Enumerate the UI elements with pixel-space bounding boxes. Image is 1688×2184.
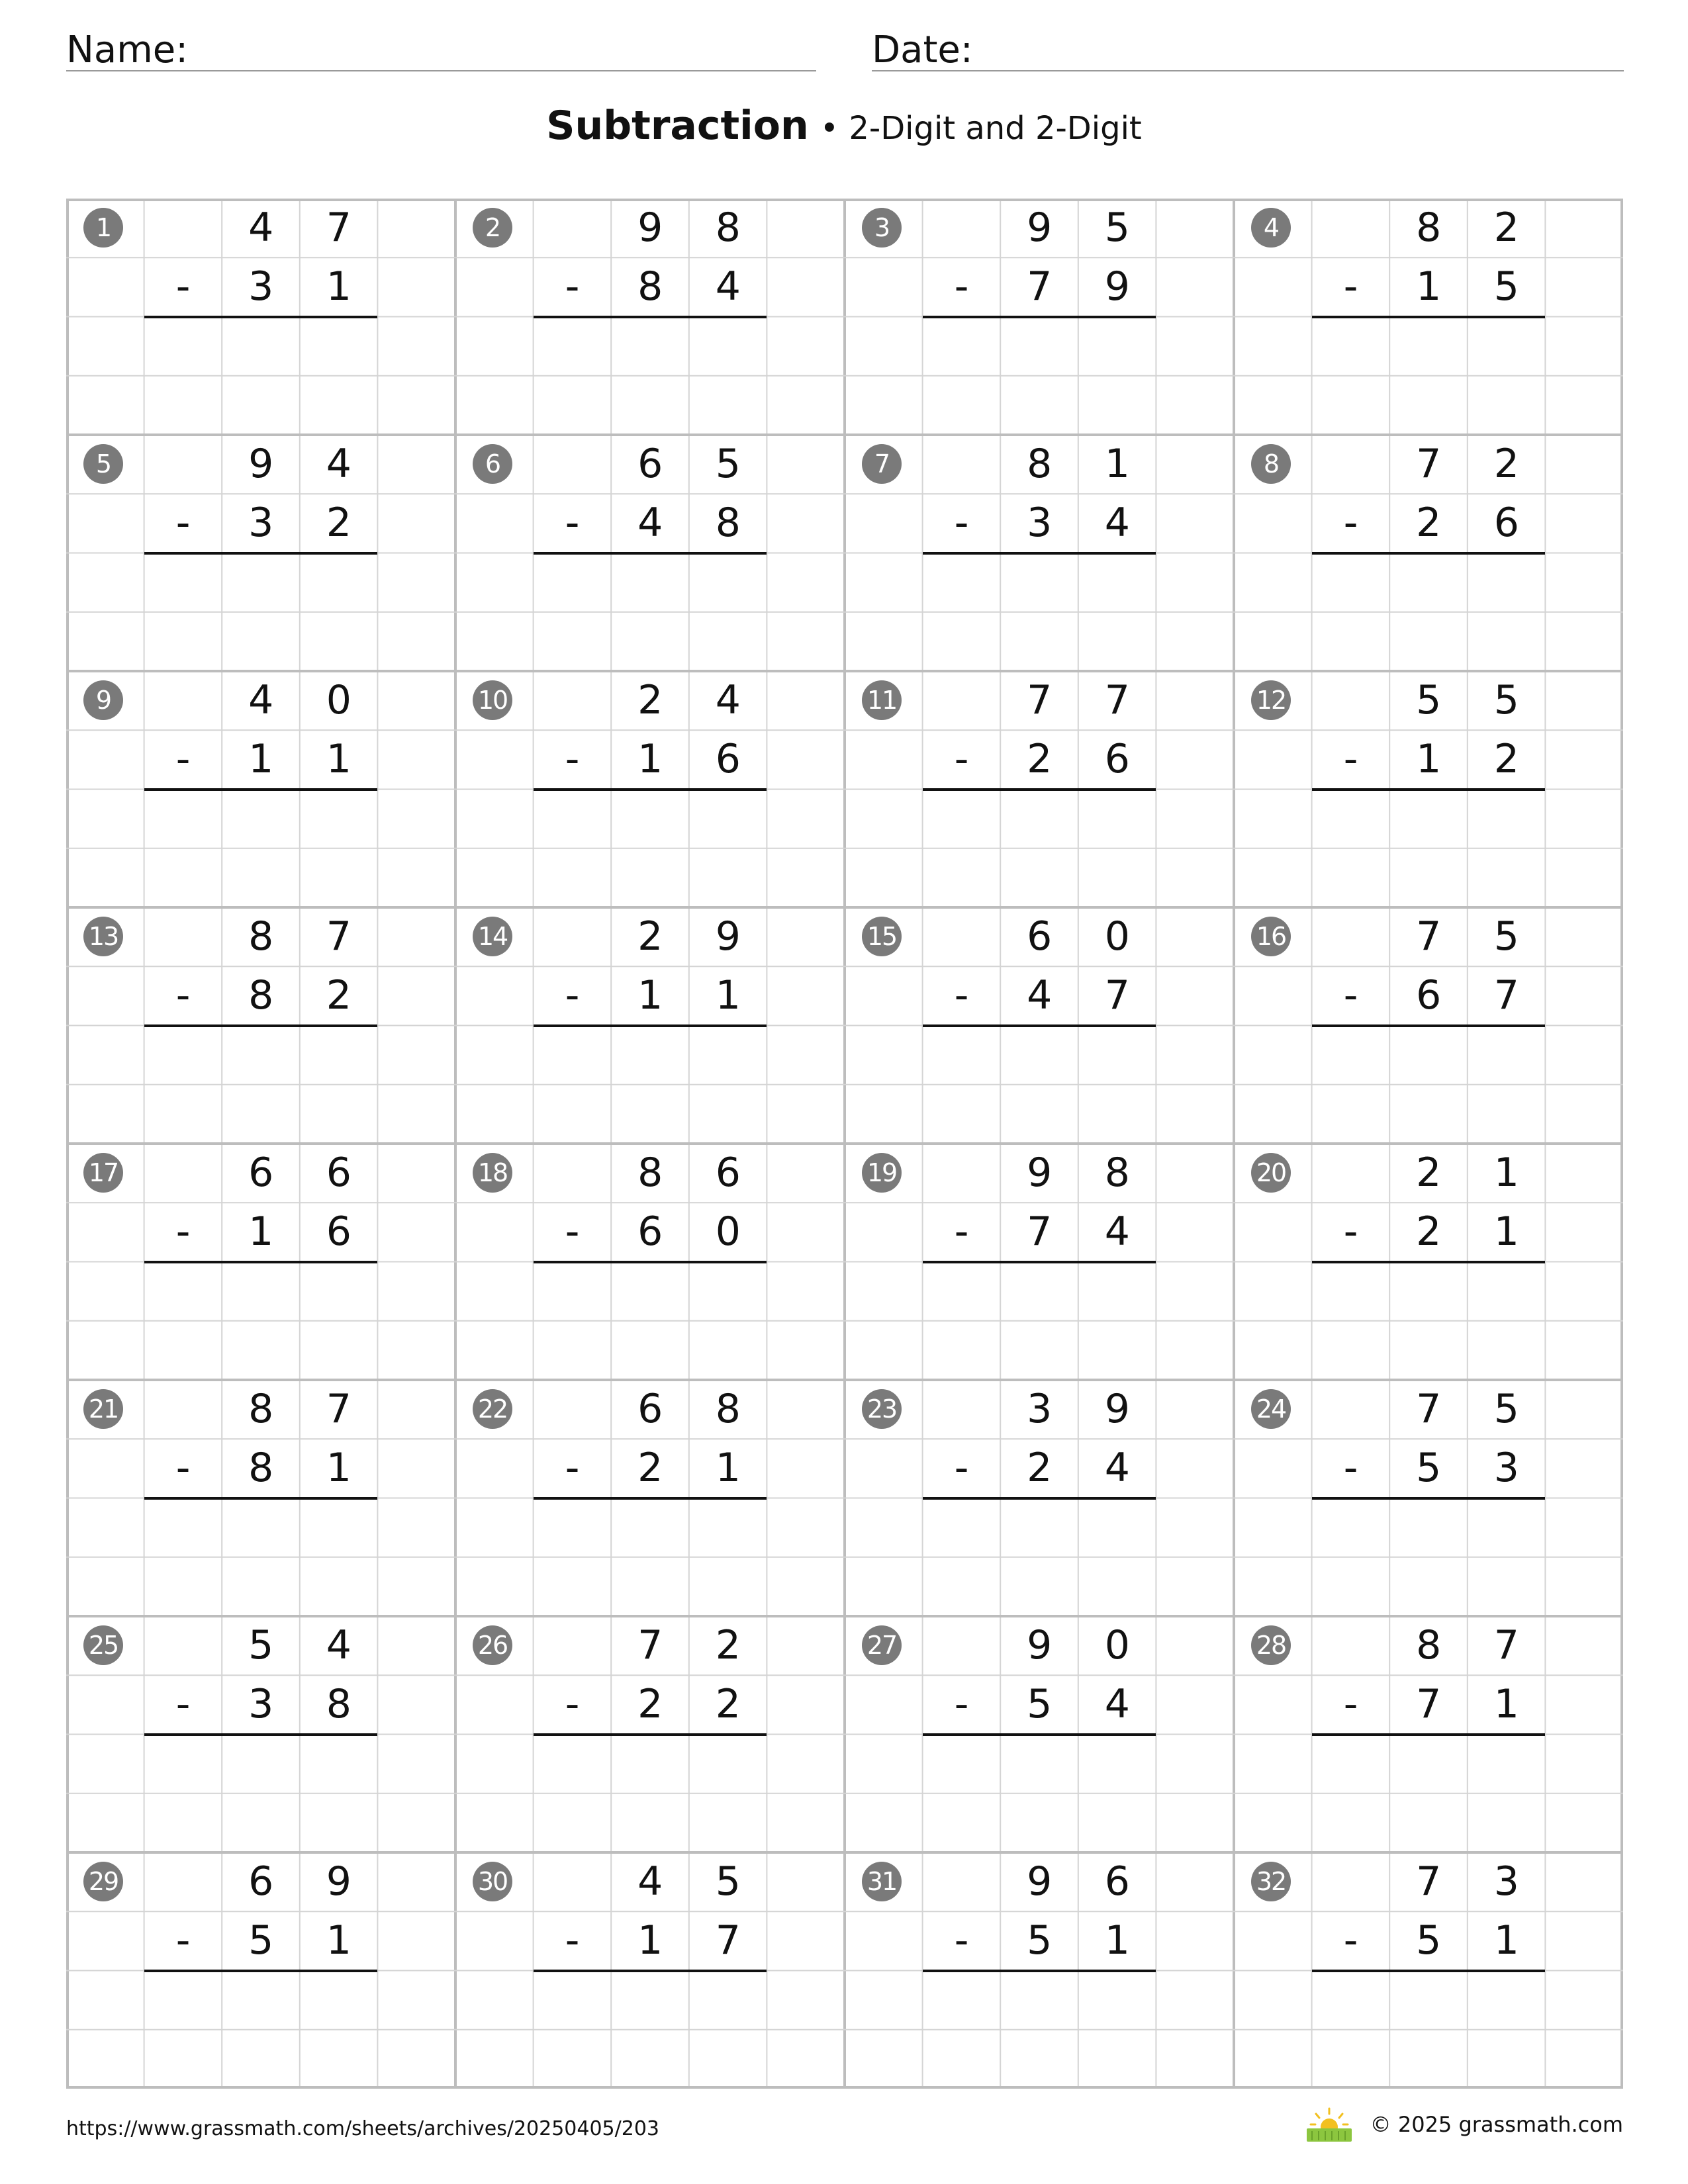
bottom-tens-digit: 5 [248,1917,274,1964]
worksheet-title [0,103,1688,149]
minus-sign: - [175,1208,191,1255]
problem-number-badge: 10 [473,680,512,720]
bottom-ones-digit: 2 [1493,736,1519,783]
top-ones-digit: 6 [1104,1858,1130,1905]
problem-number-badge: 11 [862,680,902,720]
answer-line [923,788,1156,791]
bottom-tens-digit: 2 [637,1445,663,1492]
bottom-tens-digit: 8 [637,263,663,310]
bottom-ones-digit: 1 [1104,1917,1130,1964]
minus-sign: - [954,1208,969,1255]
minus-sign: - [954,1445,969,1492]
top-ones-digit: 9 [715,913,741,960]
problem-number-badge: 28 [1251,1625,1291,1665]
top-ones-digit: 5 [715,1858,741,1905]
top-ones-digit: 6 [326,1150,352,1196]
problem-number-badge: 21 [83,1389,123,1429]
bottom-tens-digit: 1 [637,972,663,1019]
date-field[interactable] [872,24,1624,71]
bottom-tens-digit: 8 [248,972,274,1019]
top-tens-digit: 6 [637,441,663,487]
top-ones-digit: 9 [1104,1386,1130,1432]
answer-line [144,1733,378,1736]
top-ones-digit: 0 [1104,913,1130,960]
answer-line [923,1970,1156,1972]
minus-sign: - [1343,500,1358,547]
top-ones-digit: 5 [1493,677,1519,723]
problem-number-badge: 19 [862,1153,902,1193]
minus-sign: - [175,263,191,310]
minus-sign: - [954,263,969,310]
answer-line [1312,1024,1546,1027]
top-tens-digit: 8 [637,1150,663,1196]
bottom-ones-digit: 7 [1493,972,1519,1019]
answer-line [923,1497,1156,1500]
bottom-ones-digit: 4 [1104,1681,1130,1728]
bottom-ones-digit: 6 [1493,500,1519,547]
answer-line [144,788,378,791]
top-ones-digit: 5 [1493,913,1519,960]
name-label: Name: [66,28,189,71]
top-tens-digit: 7 [1416,1386,1442,1432]
answer-line [534,1261,767,1263]
problem-number-badge: 32 [1251,1862,1291,1901]
bottom-tens-digit: 1 [1416,736,1442,783]
top-ones-digit: 7 [1493,1622,1519,1668]
problem-number-badge: 3 [862,208,902,248]
problem-number-badge: 24 [1251,1389,1291,1429]
top-ones-digit: 7 [326,1386,352,1432]
date-label: Date: [872,28,973,71]
minus-sign: - [175,1917,191,1964]
top-ones-digit: 7 [1104,677,1130,723]
minus-sign: - [954,500,969,547]
bottom-ones-digit: 8 [715,500,741,547]
problem-number-badge: 7 [862,444,902,484]
answer-line [144,1024,378,1027]
bottom-ones-digit: 1 [326,1445,352,1492]
minus-sign: - [565,1208,580,1255]
top-ones-digit: 5 [1493,1386,1519,1432]
bottom-ones-digit: 4 [1104,500,1130,547]
bottom-tens-digit: 7 [1416,1681,1442,1728]
answer-line [144,1261,378,1263]
top-ones-digit: 4 [326,441,352,487]
bottom-ones-digit: 1 [1493,1917,1519,1964]
bottom-tens-digit: 3 [1027,500,1053,547]
top-tens-digit: 2 [637,913,663,960]
answer-line [923,1024,1156,1027]
bottom-tens-digit: 2 [1027,1445,1053,1492]
top-tens-digit: 6 [248,1858,274,1905]
name-field[interactable] [66,24,816,71]
answer-line [923,552,1156,555]
top-tens-digit: 8 [1027,441,1053,487]
top-tens-digit: 8 [1416,1622,1442,1668]
bottom-ones-digit: 1 [1493,1681,1519,1728]
title-main: Subtraction [546,103,809,149]
bottom-tens-digit: 1 [637,1917,663,1964]
top-tens-digit: 7 [637,1622,663,1668]
minus-sign: - [1343,1681,1358,1728]
top-tens-digit: 8 [248,913,274,960]
minus-sign: - [1343,1445,1358,1492]
answer-line [1312,1497,1546,1500]
top-ones-digit: 0 [1104,1622,1130,1668]
top-ones-digit: 5 [1104,205,1130,251]
top-ones-digit: 1 [1493,1150,1519,1196]
bottom-tens-digit: 3 [248,1681,274,1728]
problem-number-badge: 6 [473,444,512,484]
answer-line [534,552,767,555]
answer-line [534,1970,767,1972]
problem-number-badge: 4 [1251,208,1291,248]
minus-sign: - [954,1681,969,1728]
minus-sign: - [565,972,580,1019]
top-tens-digit: 7 [1027,677,1053,723]
bottom-tens-digit: 1 [248,736,274,783]
bottom-tens-digit: 1 [1416,263,1442,310]
bottom-tens-digit: 6 [637,1208,663,1255]
bottom-ones-digit: 7 [1104,972,1130,1019]
problem-number-badge: 31 [862,1862,902,1901]
bottom-ones-digit: 6 [1104,736,1130,783]
bottom-ones-digit: 6 [715,736,741,783]
top-tens-digit: 7 [1416,913,1442,960]
answer-line [534,1733,767,1736]
minus-sign: - [175,1681,191,1728]
top-ones-digit: 9 [326,1858,352,1905]
problem-number-badge: 15 [862,917,902,956]
problem-number-badge: 30 [473,1862,512,1901]
minus-sign: - [1343,263,1358,310]
bottom-ones-digit: 3 [1493,1445,1519,1492]
top-tens-digit: 2 [637,677,663,723]
problem-number-badge: 18 [473,1153,512,1193]
top-tens-digit: 9 [1027,1622,1053,1668]
problem-number-badge: 23 [862,1389,902,1429]
top-ones-digit: 4 [715,677,741,723]
bottom-tens-digit: 5 [1416,1445,1442,1492]
bottom-tens-digit: 7 [1027,1208,1053,1255]
minus-sign: - [175,500,191,547]
answer-line [144,1497,378,1500]
answer-line [1312,1733,1546,1736]
bottom-ones-digit: 2 [715,1681,741,1728]
bottom-ones-digit: 5 [1493,263,1519,310]
problem-number-badge: 17 [83,1153,123,1193]
top-tens-digit: 9 [1027,1858,1053,1905]
bottom-tens-digit: 8 [248,1445,274,1492]
minus-sign: - [565,1917,580,1964]
top-ones-digit: 2 [1493,441,1519,487]
bottom-ones-digit: 8 [326,1681,352,1728]
problem-number-badge: 2 [473,208,512,248]
problem-number-badge: 14 [473,917,512,956]
answer-line [1312,788,1546,791]
bottom-ones-digit: 0 [715,1208,741,1255]
bottom-tens-digit: 7 [1027,263,1053,310]
top-tens-digit: 8 [248,1386,274,1432]
minus-sign: - [954,1917,969,1964]
problem-number-badge: 13 [83,917,123,956]
top-tens-digit: 6 [637,1386,663,1432]
top-tens-digit: 9 [637,205,663,251]
minus-sign: - [565,1445,580,1492]
minus-sign: - [954,972,969,1019]
answer-line [534,316,767,318]
bottom-tens-digit: 1 [248,1208,274,1255]
minus-sign: - [1343,1208,1358,1255]
minus-sign: - [175,736,191,783]
bottom-tens-digit: 2 [1416,500,1442,547]
answer-line [534,788,767,791]
top-tens-digit: 6 [1027,913,1053,960]
minus-sign: - [954,736,969,783]
bottom-tens-digit: 6 [1416,972,1442,1019]
answer-line [534,1497,767,1500]
bottom-tens-digit: 5 [1027,1681,1053,1728]
answer-line [144,552,378,555]
problem-number-badge: 12 [1251,680,1291,720]
answer-line [1312,1261,1546,1263]
answer-line [1312,316,1546,318]
minus-sign: - [1343,1917,1358,1964]
bottom-tens-digit: 3 [248,500,274,547]
problem-number-badge: 25 [83,1625,123,1665]
problem-number-badge: 16 [1251,917,1291,956]
top-tens-digit: 9 [1027,205,1053,251]
bottom-ones-digit: 1 [326,736,352,783]
bottom-tens-digit: 4 [637,500,663,547]
top-tens-digit: 7 [1416,1858,1442,1905]
title-subtitle: • 2-Digit and 2-Digit [820,110,1142,147]
bottom-tens-digit: 2 [637,1681,663,1728]
bottom-ones-digit: 7 [715,1917,741,1964]
bottom-ones-digit: 2 [326,972,352,1019]
minus-sign: - [1343,972,1358,1019]
top-ones-digit: 4 [326,1622,352,1668]
footer-url: https://www.grassmath.com/sheets/archives/20250405/203 [66,2117,660,2140]
bottom-tens-digit: 4 [1027,972,1053,1019]
bottom-tens-digit: 3 [248,263,274,310]
answer-line [923,1733,1156,1736]
top-tens-digit: 5 [248,1622,274,1668]
minus-sign: - [175,1445,191,1492]
minus-sign: - [565,736,580,783]
grassmath-sun-logo-icon [1305,2106,1353,2143]
problem-number-badge: 20 [1251,1153,1291,1193]
top-tens-digit: 5 [1416,677,1442,723]
top-tens-digit: 4 [248,677,274,723]
top-ones-digit: 7 [326,205,352,251]
top-tens-digit: 7 [1416,441,1442,487]
top-ones-digit: 3 [1493,1858,1519,1905]
top-tens-digit: 9 [1027,1150,1053,1196]
top-tens-digit: 2 [1416,1150,1442,1196]
bottom-ones-digit: 4 [1104,1208,1130,1255]
footer-brand [1305,2105,1623,2144]
bottom-tens-digit: 5 [1416,1917,1442,1964]
bottom-ones-digit: 9 [1104,263,1130,310]
bottom-ones-digit: 1 [1493,1208,1519,1255]
bottom-ones-digit: 4 [1104,1445,1130,1492]
minus-sign: - [1343,736,1358,783]
top-tens-digit: 4 [637,1858,663,1905]
bottom-ones-digit: 1 [715,972,741,1019]
top-ones-digit: 8 [715,205,741,251]
bottom-ones-digit: 6 [326,1208,352,1255]
answer-line [1312,552,1546,555]
bottom-ones-digit: 1 [715,1445,741,1492]
minus-sign: - [565,500,580,547]
top-tens-digit: 8 [1416,205,1442,251]
bottom-ones-digit: 2 [326,500,352,547]
bottom-tens-digit: 2 [1027,736,1053,783]
problem-number-badge: 29 [83,1862,123,1901]
answer-line [1312,1970,1546,1972]
top-ones-digit: 0 [326,677,352,723]
top-tens-digit: 9 [248,441,274,487]
answer-line [144,1970,378,1972]
problem-number-badge: 26 [473,1625,512,1665]
bottom-tens-digit: 5 [1027,1917,1053,1964]
top-ones-digit: 5 [715,441,741,487]
top-ones-digit: 1 [1104,441,1130,487]
top-tens-digit: 6 [248,1150,274,1196]
problem-number-badge: 22 [473,1389,512,1429]
answer-line [144,316,378,318]
top-ones-digit: 8 [715,1386,741,1432]
top-tens-digit: 4 [248,205,274,251]
problem-number-badge: 5 [83,444,123,484]
footer-copyright: © 2025 grassmath.com [1370,2112,1623,2137]
minus-sign: - [565,1681,580,1728]
minus-sign: - [565,263,580,310]
top-ones-digit: 7 [326,913,352,960]
top-ones-digit: 8 [1104,1150,1130,1196]
problem-number-badge: 1 [83,208,123,248]
bottom-ones-digit: 4 [715,263,741,310]
top-tens-digit: 3 [1027,1386,1053,1432]
problem-number-badge: 27 [862,1625,902,1665]
bottom-ones-digit: 1 [326,1917,352,1964]
bottom-tens-digit: 2 [1416,1208,1442,1255]
answer-line [923,316,1156,318]
bottom-ones-digit: 1 [326,263,352,310]
problem-grid [66,199,1623,2089]
top-ones-digit: 2 [1493,205,1519,251]
problem-number-badge: 8 [1251,444,1291,484]
bottom-tens-digit: 1 [637,736,663,783]
answer-line [534,1024,767,1027]
problem-number-badge: 9 [83,680,123,720]
top-ones-digit: 6 [715,1150,741,1196]
top-ones-digit: 2 [715,1622,741,1668]
answer-line [923,1261,1156,1263]
minus-sign: - [175,972,191,1019]
